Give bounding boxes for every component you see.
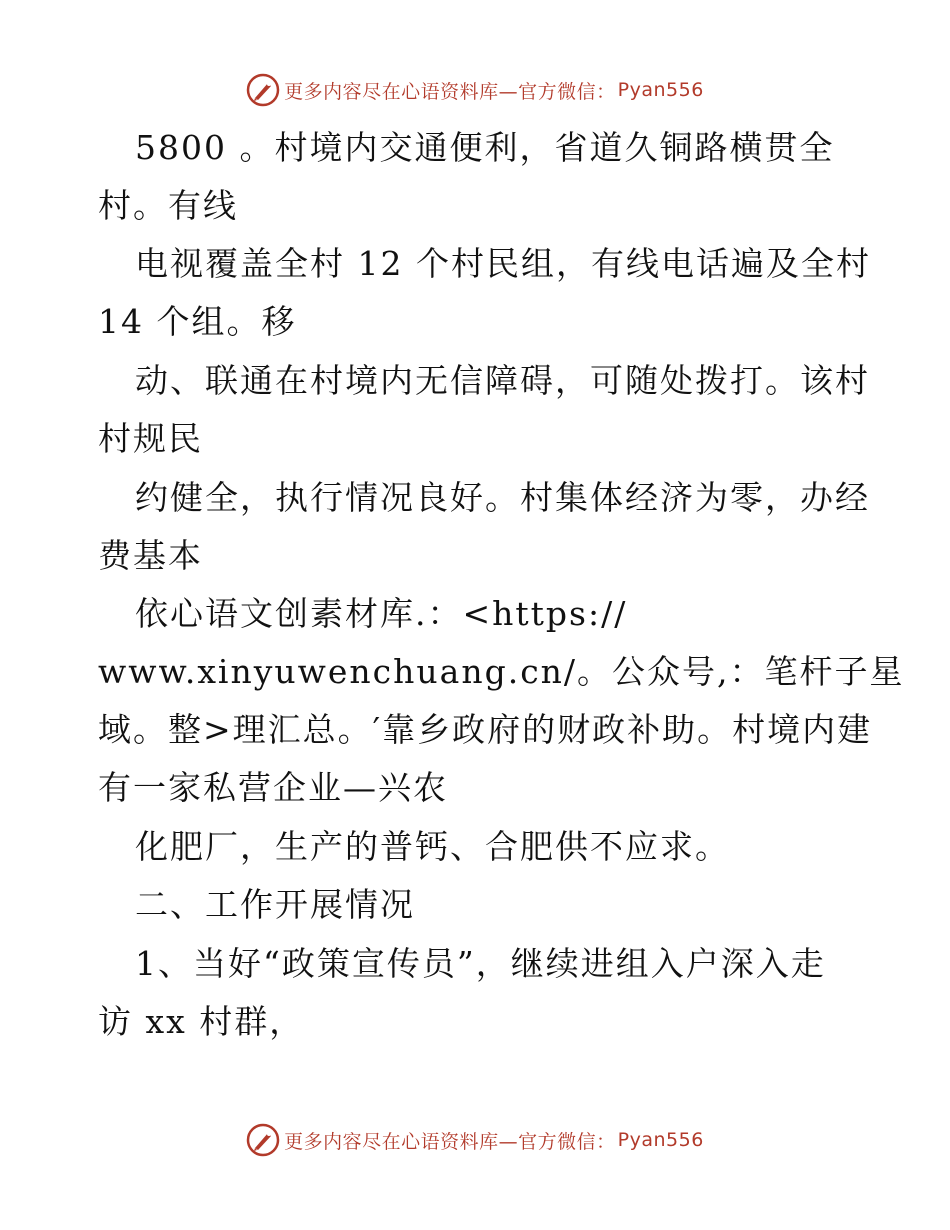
body-line: 访 xx 村群，: [98, 1002, 305, 1041]
body-line: 村规民: [98, 419, 203, 458]
pen-quill-logo-icon: [246, 1123, 280, 1157]
body-line: 域。整>理汇总。′靠乡政府的财政补助。村境内建: [98, 710, 873, 749]
body-line: 化肥厂，生产的普钙、合肥供不应求。: [135, 827, 730, 866]
body-line: 费基本: [98, 536, 203, 575]
body-line: www.xinyuwenchuang.cn/。公众号,：笔杆子星: [98, 652, 905, 691]
header-watermark: [0, 70, 950, 110]
body-line: 约健全，执行情况良好。村集体经济为零，办经: [135, 478, 870, 517]
body-line: 有一家私营企业—兴农: [98, 768, 448, 807]
body-line: 村。有线: [98, 186, 238, 225]
section-heading: 二、工作开展情况: [135, 885, 415, 924]
body-line: 电视覆盖全村 12 个村民组，有线电话遍及全村: [135, 244, 871, 283]
watermark-text: 更多内容尽在心语资料库—官方微信：: [284, 1130, 616, 1153]
watermark-wechat-id: Pyan556: [617, 1129, 704, 1151]
watermark-wechat-id: Pyan556: [617, 79, 704, 101]
body-line: 1、当好“政策宣传员”，继续进组入户深入走: [135, 944, 826, 983]
footer-watermark: [0, 1120, 950, 1160]
body-line: 依心语文创素材库.：<https://: [135, 594, 628, 633]
body-line: 动、联通在村境内无信障碍，可随处拨打。该村: [135, 361, 870, 400]
watermark-text: 更多内容尽在心语资料库—官方微信：: [284, 80, 616, 103]
pen-quill-logo-icon: [246, 73, 280, 107]
body-line: 14 个组。移: [98, 302, 297, 341]
body-line: 5800 。村境内交通便利，省道久铜路横贯全: [135, 128, 835, 167]
